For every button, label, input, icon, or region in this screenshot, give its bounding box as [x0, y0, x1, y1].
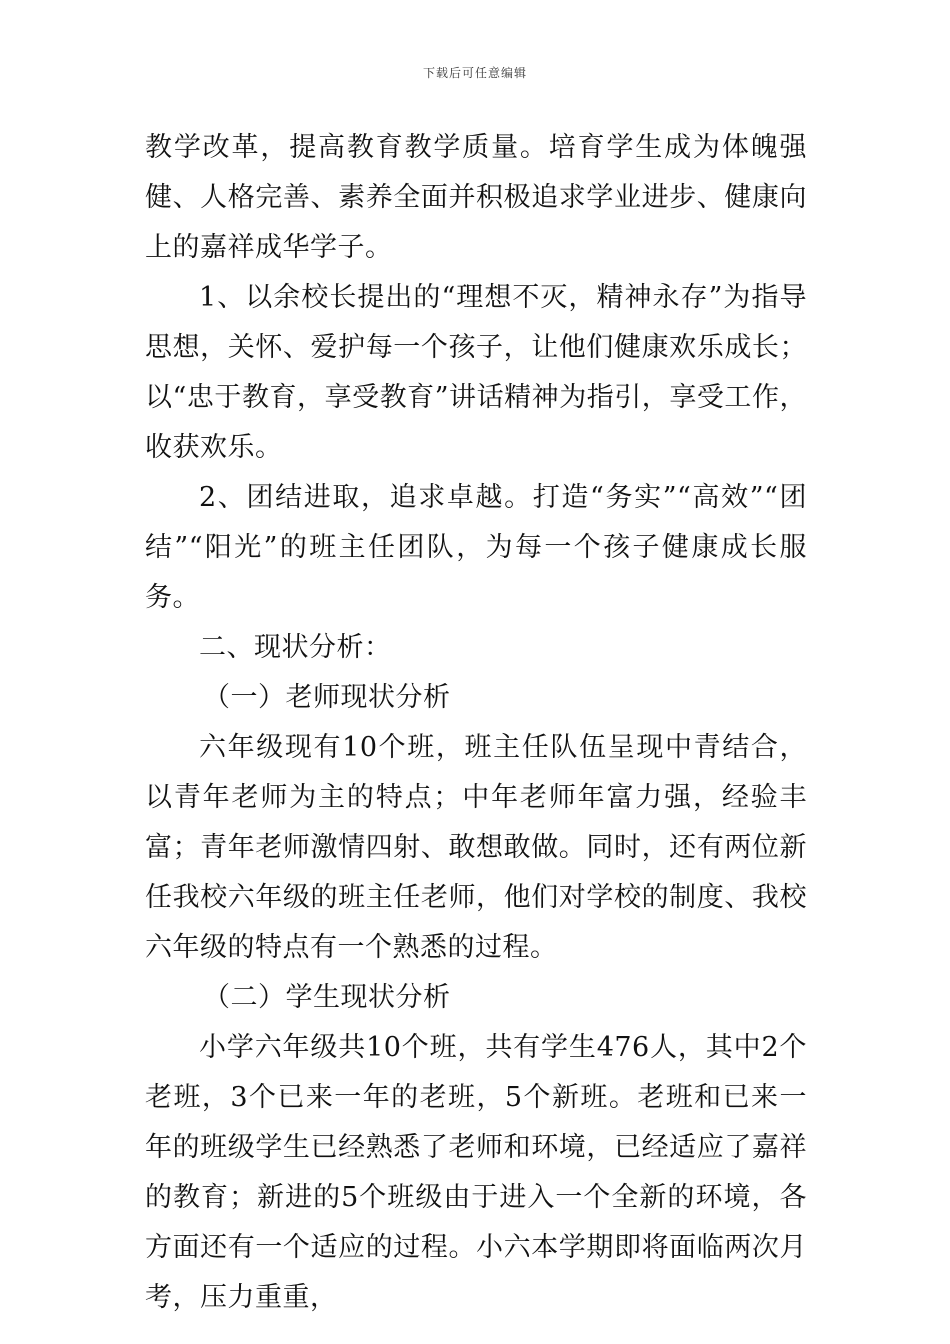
document-body — [145, 123, 807, 1323]
paragraph-point-1: 1、以余校长提出的“理想不灭，精神永存”为指导思想，关怀、爱护每一个孩子，让他们健康欢乐成长；以“忠于教育，享受教育”讲话精神为指引，享受工作，收获欢乐。 — [145, 282, 807, 463]
paragraph-teacher-status: 六年级现有10个班，班主任队伍呈现中青结合，以青年老师为主的特点；中年老师年富力强，经验丰富；青年老师激情四射、敢想敢做。同时，还有两位新任我校六年级的班主任老师，他们对学校的制度、我校六年级的特点有一个熟悉的过程。 — [145, 732, 807, 963]
paragraph-student-status: 小学六年级共10个班，共有学生476人，其中2个老班，3个已来一年的老班，5个新班。老班和已来一年的班级学生已经熟悉了老师和环境，已经适应了嘉祥的教育；新进的5个班级由于进入一个全新的环境，各方面还有一个适应的过程。小六本学期即将面临两次月考，压力重重， — [145, 1032, 807, 1313]
subheading-student-analysis: （二）学生现状分析 — [203, 982, 451, 1013]
subheading-teacher-analysis: （一）老师现状分析 — [203, 682, 451, 713]
page-header: 下载后可任意编辑 — [422, 66, 527, 80]
section-heading-status-analysis: 二、现状分析： — [199, 632, 392, 663]
paragraph-point-2: 2、团结进取，追求卓越。打造“务实”“高效”“团结”“阳光”的班主任团队，为每一个孩子健康成长服务。 — [145, 482, 807, 613]
paragraph-continuation: 教学改革，提高教育教学质量。培育学生成为体魄强健、人格完善、素养全面并积极追求学业进步、健康向上的嘉祥成华学子。 — [145, 132, 807, 263]
